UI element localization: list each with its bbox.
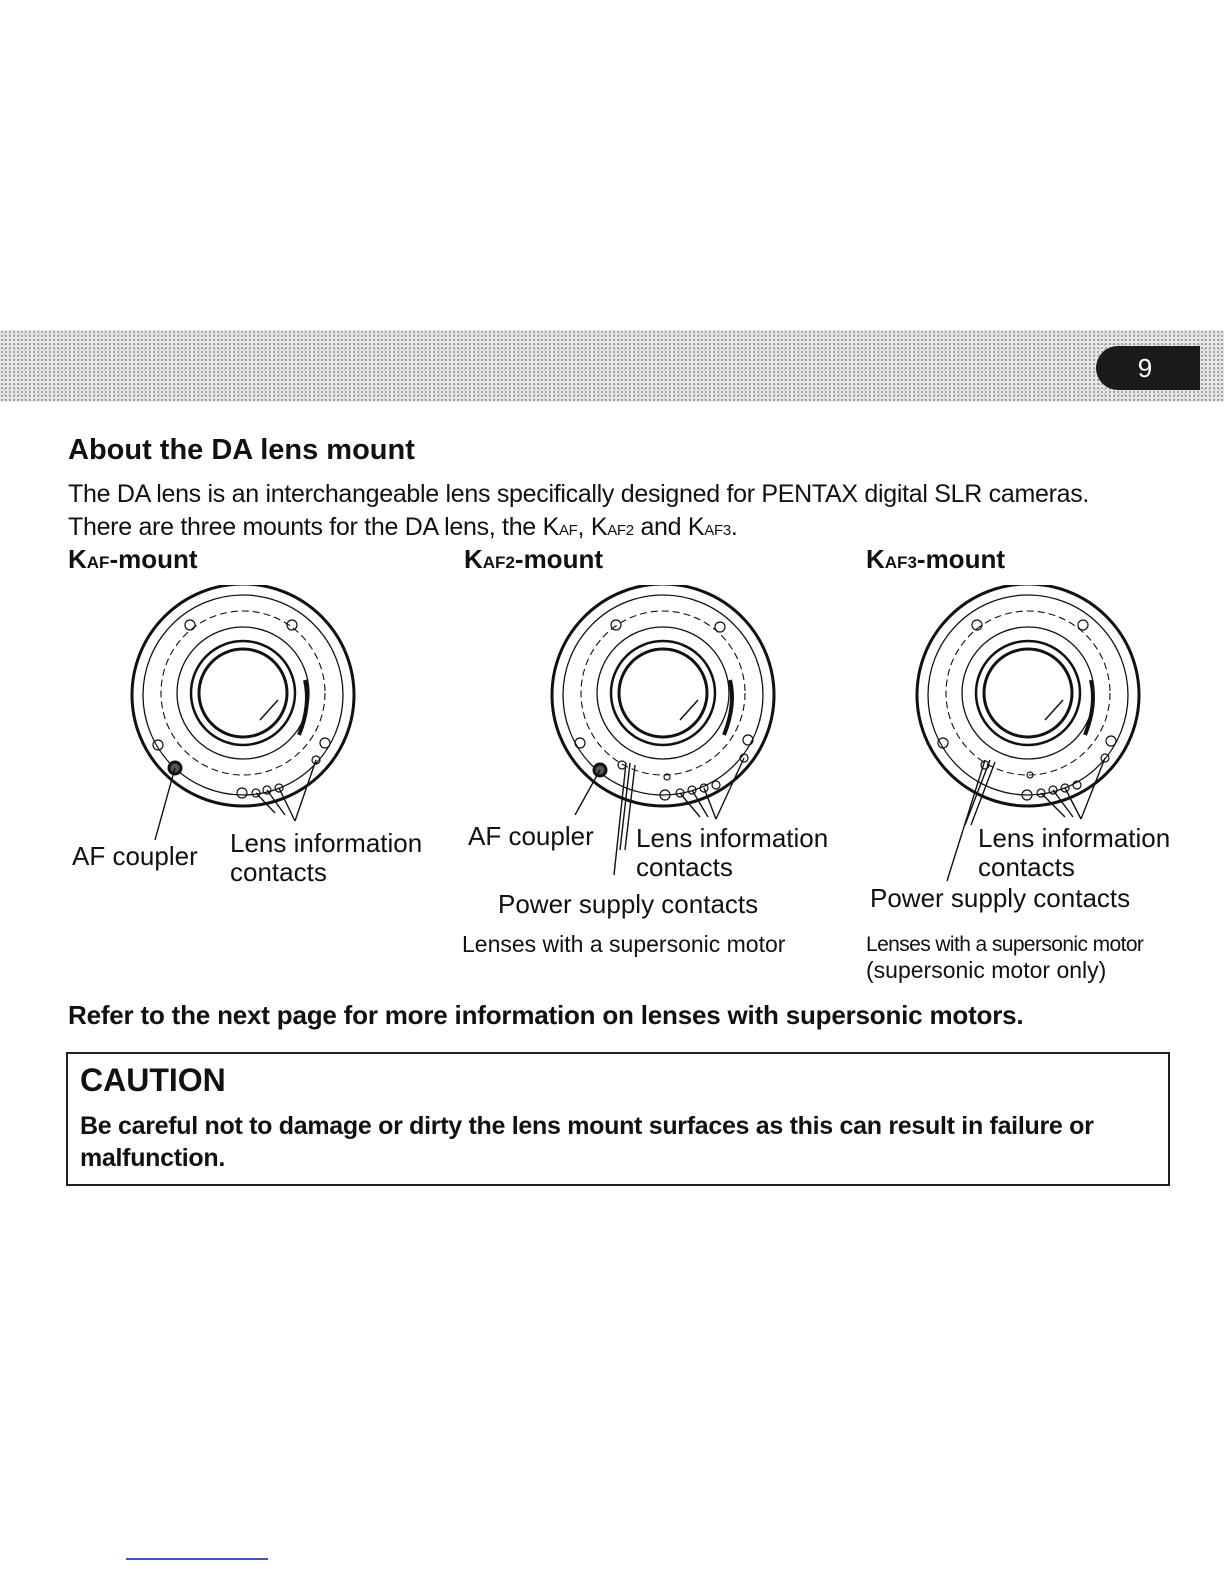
mount-label-kaf3: KAF3-mount	[866, 544, 1005, 574]
kaf2-power-supply-label: Power supply contacts	[498, 889, 759, 919]
page-number-tab	[1096, 346, 1200, 390]
mount-label-kaf2: KAF2-mount	[464, 544, 603, 574]
footer-rule	[126, 1558, 268, 1560]
caution-box	[66, 1052, 1170, 1186]
kaf3-supersonic-only-note: (supersonic motor only)	[866, 957, 1107, 983]
kaf3-power-supply-label: Power supply contacts	[870, 883, 1131, 913]
caution-title: CAUTION	[80, 1062, 226, 1098]
intro-k2: K	[590, 513, 608, 541]
kaf-lens-info-label: Lens information contacts	[230, 828, 423, 887]
kaf2-supersonic-note: Lenses with a supersonic motor	[462, 931, 786, 957]
kaf-af-coupler-label: AF coupler	[72, 841, 198, 871]
intro-k3: K	[687, 513, 705, 541]
kaf3-lens-info-label: Lens information contacts	[978, 823, 1171, 882]
section-title: About the DA lens mount	[68, 434, 415, 466]
mount-label-kaf: KAF-mount	[68, 544, 198, 574]
kaf3-supersonic-note: Lenses with a supersonic motor	[866, 933, 1144, 956]
intro-k1-sub: AF	[558, 522, 578, 539]
intro-and: and	[633, 513, 688, 541]
kaf2-af-coupler-label: AF coupler	[468, 821, 594, 851]
kaf-mount-diagram	[120, 585, 370, 845]
intro-paragraph	[68, 478, 1198, 547]
kaf2-lens-info-label: Lens information contacts	[636, 823, 829, 882]
intro-sep1: ,	[577, 513, 591, 541]
page-number: 9	[1137, 352, 1153, 383]
intro-line-1: The DA lens is an interchangeable lens specifically designed for PENTAX digital SLR cameras.	[68, 480, 1090, 508]
refer-next-page-note: Refer to the next page for more information on lenses with supersonic motors.	[68, 1000, 1024, 1030]
intro-end: .	[730, 513, 738, 541]
header-band	[0, 330, 1224, 402]
intro-k1: K	[542, 513, 559, 541]
intro-line-2-prefix: There are three mounts for the DA lens, the	[68, 513, 543, 541]
caution-text: Be careful not to damage or dirty the lens mount surfaces as this can result in failure or malfunction.	[80, 1112, 1094, 1172]
intro-k2-sub: AF2	[607, 522, 634, 539]
intro-k3-sub: AF3	[704, 522, 731, 539]
